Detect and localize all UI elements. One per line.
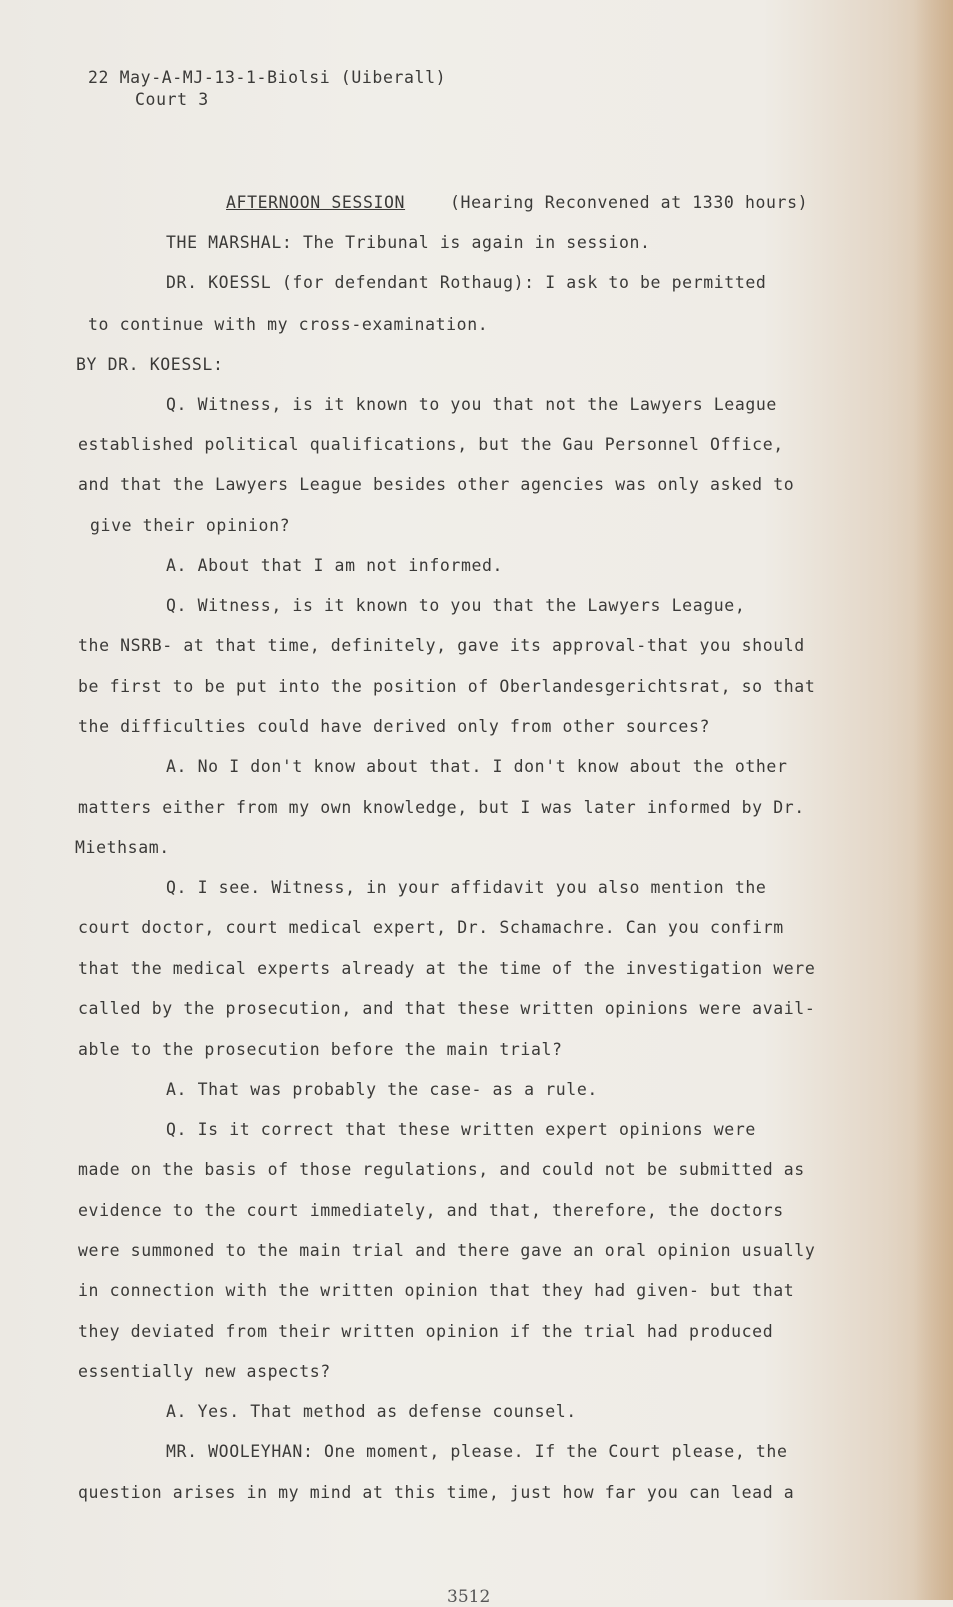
transcript-line: Q. Is it correct that these written expert opinions were [166, 1120, 756, 1139]
transcript-line: court doctor, court medical expert, Dr. Schamachre. Can you confirm [78, 918, 784, 937]
transcript-line: MR. WOOLEYHAN: One moment, please. If the Court please, the [166, 1442, 788, 1461]
transcript-line: DR. KOESSL (for defendant Rothaug): I ask to be permitted [166, 273, 767, 292]
transcript-line: in connection with the written opinion that they had given- but that [78, 1281, 795, 1300]
transcript-line: made on the basis of those regulations, and could not be submitted as [78, 1160, 805, 1179]
transcript-line: Q. I see. Witness, in your affidavit you also mention the [166, 878, 767, 897]
transcript-line: the NSRB- at that time, definitely, gave its approval-that you should [78, 636, 805, 655]
transcript-line: the difficulties could have derived only from other sources? [78, 717, 711, 736]
transcript-line: A. No I don't know about that. I don't know about the other [166, 757, 788, 776]
transcript-line: BY DR. KOESSL: [76, 355, 224, 374]
header-reference: 22 May-A-MJ-13-1-Biolsi (Uiberall) [88, 68, 447, 87]
transcript-line: Q. Witness, is it known to you that the Lawyers League, [166, 596, 746, 615]
transcript-line: called by the prosecution, and that these written opinions were avail- [78, 999, 816, 1018]
page-edge-shadow [913, 0, 953, 1600]
transcript-line: and that the Lawyers League besides other agencies was only asked to [78, 475, 795, 494]
transcript-line: that the medical experts already at the time of the investigation were [78, 959, 816, 978]
session-title: AFTERNOON SESSION [226, 193, 406, 212]
transcript-line: Q. Witness, is it known to you that not the Lawyers League [166, 395, 777, 414]
transcript-line: they deviated from their written opinion if the trial had produced [78, 1322, 774, 1341]
transcript-line: to continue with my cross-examination. [88, 315, 489, 334]
transcript-line: essentially new aspects? [78, 1362, 331, 1381]
transcript-line: Miethsam. [75, 838, 170, 857]
header-court: Court 3 [135, 90, 209, 109]
transcript-line: be first to be put into the position of Oberlandesgerichtsrat, so that [78, 677, 816, 696]
transcript-line: established political qualifications, but the Gau Personnel Office, [78, 435, 784, 454]
transcript-line: THE MARSHAL: The Tribunal is again in session. [166, 233, 651, 252]
transcript-line: A. That was probably the case- as a rule. [166, 1080, 598, 1099]
transcript-line: were summoned to the main trial and there gave an oral opinion usually [78, 1241, 816, 1260]
transcript-line: question arises in my mind at this time, just how far you can lead a [78, 1483, 795, 1502]
transcript-line: A. About that I am not informed. [166, 556, 504, 575]
transcript-line: give their opinion? [90, 516, 291, 535]
transcript-line: matters either from my own knowledge, but I was later informed by Dr. [78, 798, 805, 817]
page-number: 3512 [447, 1587, 491, 1607]
session-note: (Hearing Reconvened at 1330 hours) [450, 193, 809, 212]
transcript-line: evidence to the court immediately, and that, therefore, the doctors [78, 1201, 784, 1220]
transcript-line: able to the prosecution before the main trial? [78, 1040, 563, 1059]
transcript-line: A. Yes. That method as defense counsel. [166, 1402, 577, 1421]
